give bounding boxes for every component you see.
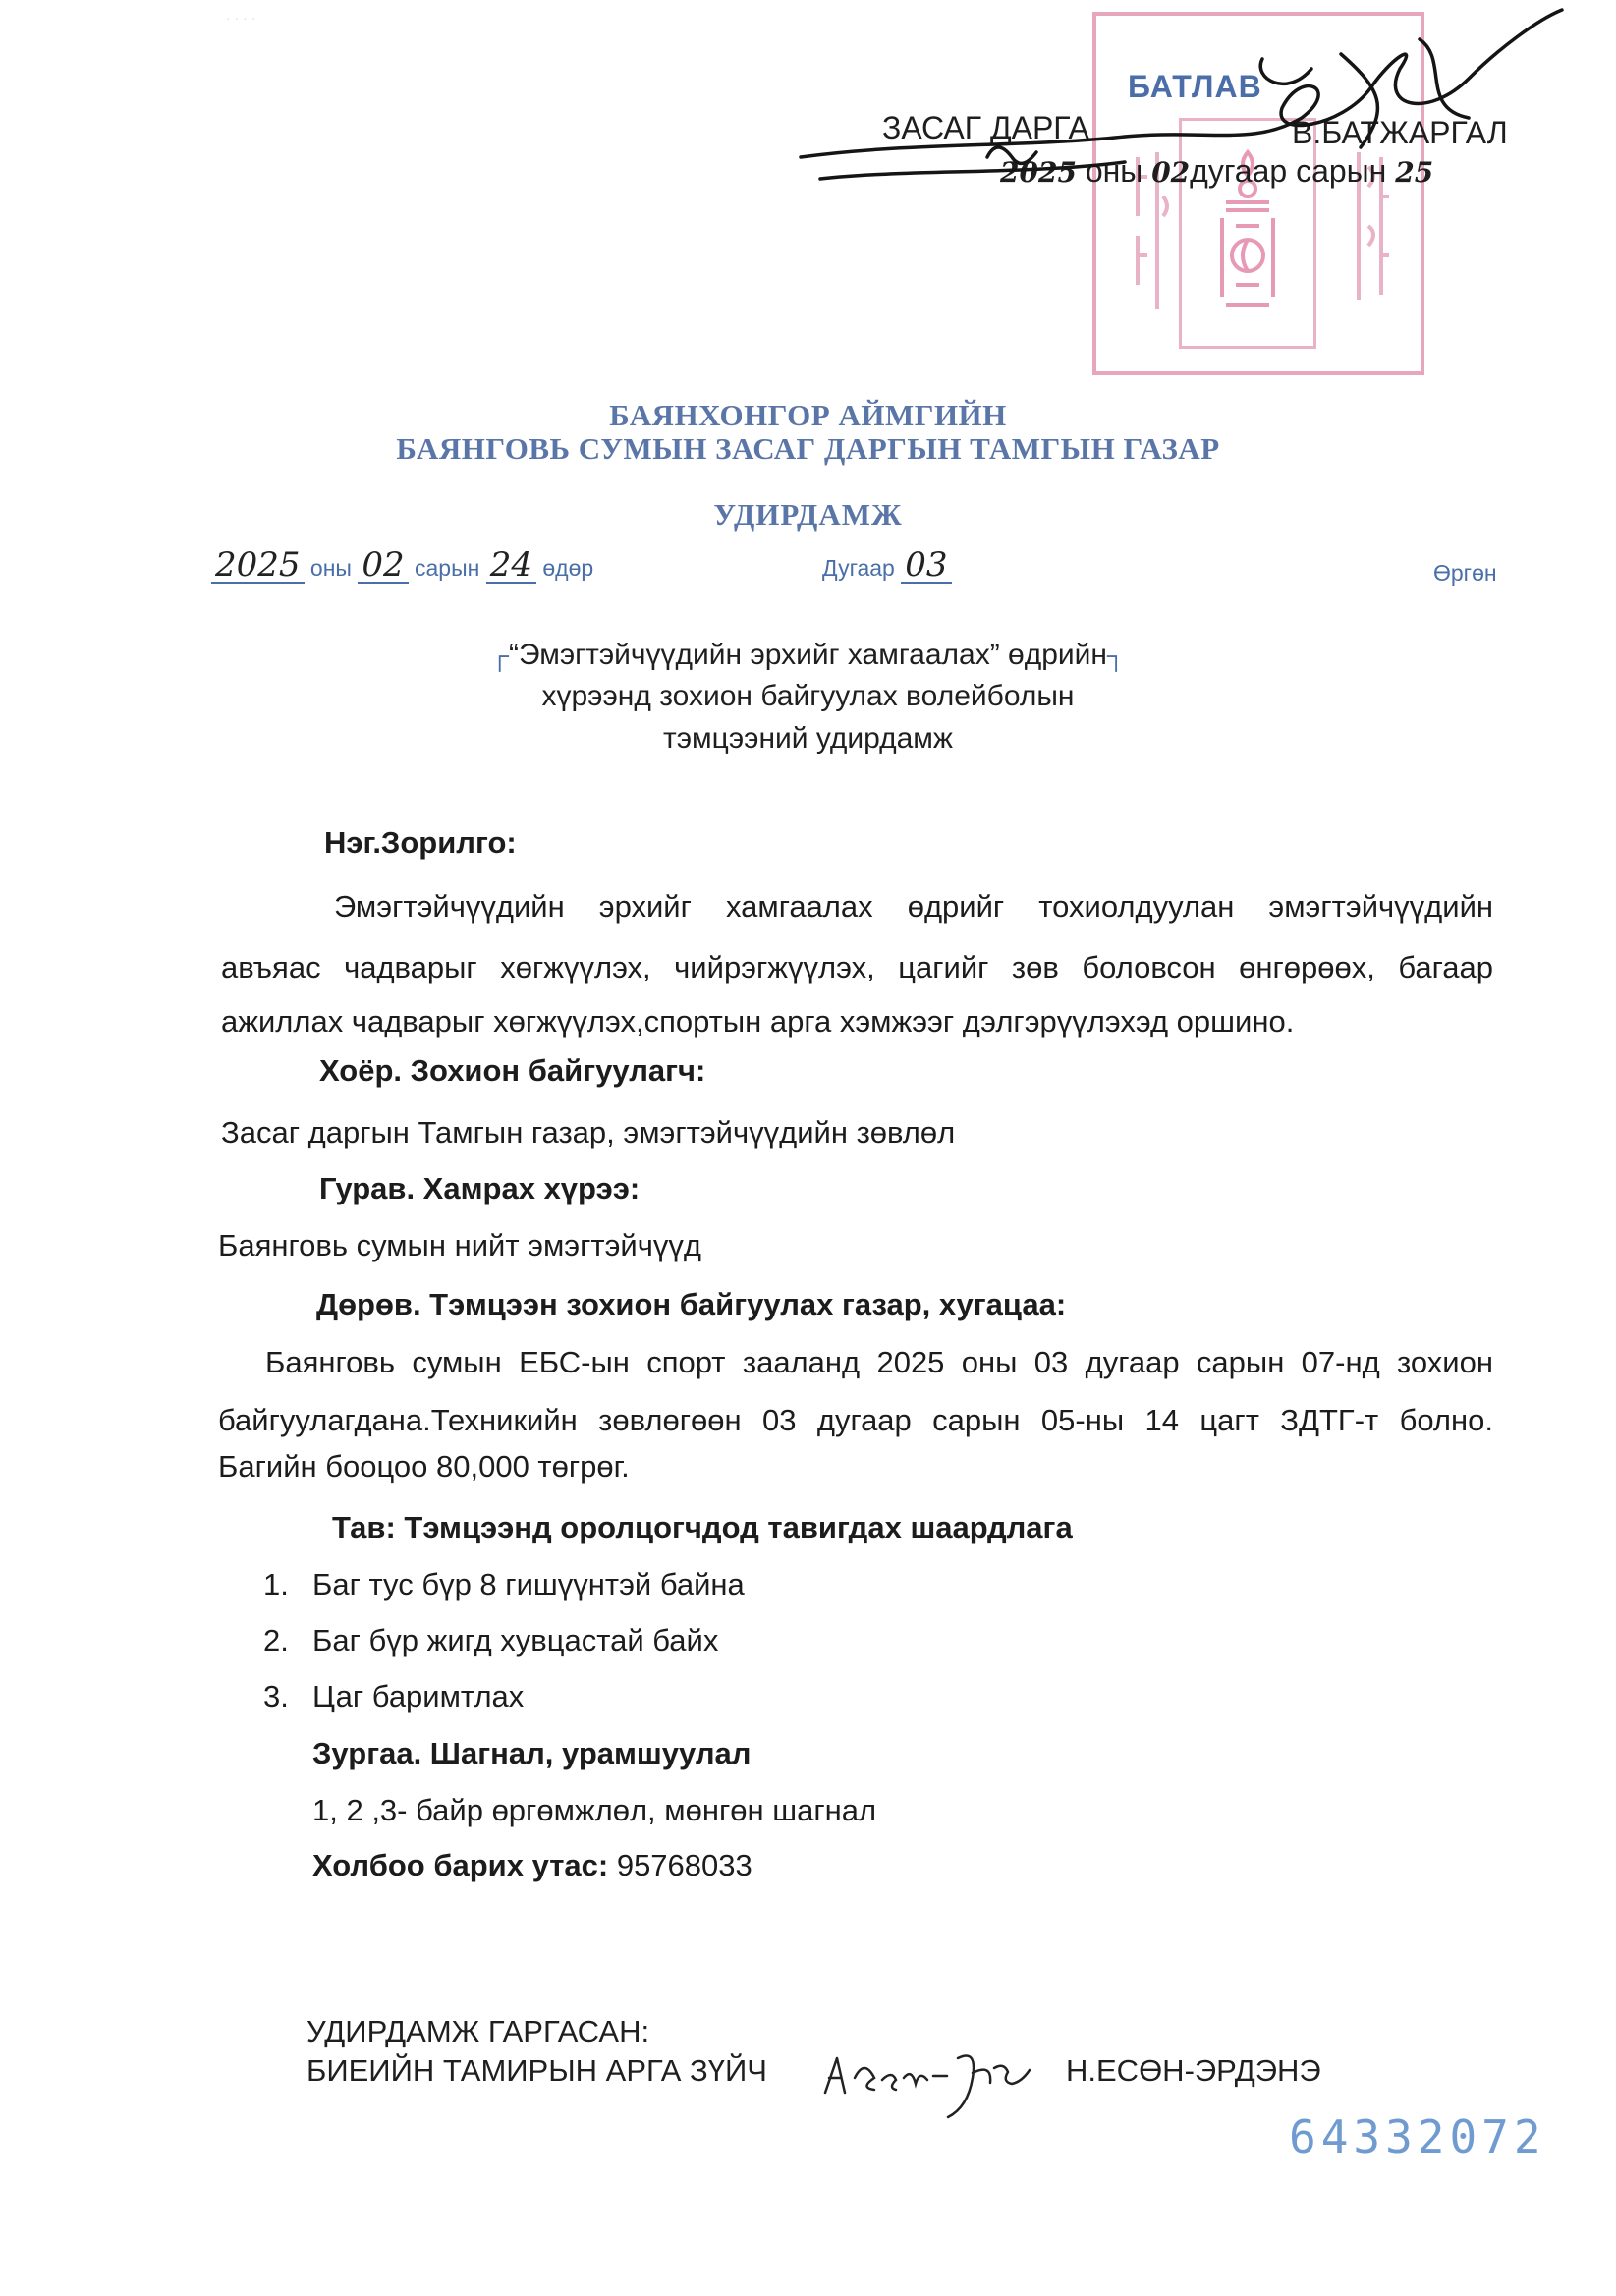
doc-day-suffix: өдөр (542, 555, 594, 581)
subject-line-3: тэмцээний удирдамж (662, 722, 954, 755)
section-3-text: Баянговь сумын нийт эмэгтэйчүүд (218, 1228, 701, 1262)
list-item (263, 1567, 745, 1602)
approval-year-suffix: оны (1085, 153, 1143, 189)
list-item-number: 2. (263, 1623, 289, 1657)
list-item-number: 1. (263, 1567, 289, 1601)
approval-month: 02 (1151, 156, 1191, 189)
issuer-name: Н.ЕСӨН-ЭРДЭНЭ (1066, 2053, 1321, 2088)
list-item-text: Цаг баримтлах (312, 1679, 525, 1713)
corner-bracket-right-icon: ┐ (1107, 641, 1126, 670)
section-2-text: Засаг даргын Тамгын газар, эмэгтэйчүүдийн зөвлөл (221, 1115, 956, 1149)
section-6-title: Зургаа. Шагнал, урамшуулал (312, 1736, 752, 1770)
doc-number-label: Дугаар (822, 555, 895, 581)
doc-number-value: 03 (901, 548, 951, 584)
doc-year-suffix: оны (309, 555, 352, 581)
document-registration-number: 64332072 (1289, 2110, 1546, 2163)
issuer-signature (815, 2039, 1056, 2122)
approval-year: 2025 (1000, 156, 1077, 189)
approver-signature (791, 0, 1567, 196)
list-item-text: Баг тус бүр 8 гишүүнтэй байна (312, 1567, 745, 1601)
section-1-line-2: авъяас чадварыг хөгжүүлэх, чийрэгжүүлэх, цагийг зөв боловсон өнгөрөөх, багаар (221, 950, 1493, 984)
issuer-position: БИЕИЙН ТАМИРЫН АРГА ЗҮЙЧ (306, 2053, 767, 2088)
section-3-title: Гурав. Хамрах хүрээ: (319, 1171, 641, 1205)
corner-bracket-left-icon: ┌ (490, 641, 509, 670)
section-4-line-2: байгуулагдана.Техникийн зөвлөгөөн 03 дугаар сарын 05-ны 14 цагт ЗДТГ-т болно. (218, 1403, 1493, 1437)
doc-day: 24 (486, 548, 536, 584)
subject-line-1 (0, 639, 1616, 672)
section-1-line-3: ажиллах чадварыг хөгжүүлэх,спортын арга хэмжээг дэлгэрүүлэхэд оршино. (221, 1004, 1295, 1038)
contact-line (312, 1848, 752, 1883)
subject-line-2: хүрээнд зохион байгуулах волейболын (541, 680, 1075, 712)
approver-title: ЗАСАГ ДАРГА (882, 110, 1089, 145)
section-4-line-1: Баянговь сумын ЕБС-ын спорт зааланд 2025 оны 03 дугаар сарын 07-нд зохион (265, 1345, 1493, 1379)
section-6-text: 1, 2 ,3- байр өргөмжлөл, мөнгөн шагнал (312, 1793, 877, 1827)
list-item-number: 3. (263, 1679, 289, 1713)
approval-month-suffix: дугаар сарын (1190, 153, 1387, 189)
section-4-title: Дөрөв. Тэмцээн зохион байгуулах газар, хугацаа: (316, 1287, 1067, 1321)
organization-line-2: БАЯНГОВЬ СУМЫН ЗАСАГ ДАРГЫН ТАМГЫН ГАЗАР (396, 431, 1220, 466)
section-4-line-3: Багийн бооцоо 80,000 төгрөг. (218, 1449, 630, 1484)
document-type: УДИРДАМЖ (713, 497, 903, 532)
issued-by-label: УДИРДАМЖ ГАРГАСАН: (306, 2014, 650, 2048)
contact-phone: 95768033 (616, 1848, 752, 1882)
section-1-line-1: Эмэгтэйчүүдийн эрхийг хамгаалах өдрийг тохиолдуулан эмэгтэйчүүдийн (334, 889, 1493, 924)
approval-label: БАТЛАВ (1128, 69, 1262, 104)
subject-line-1-text: “Эмэгтэйчүүдийн эрхийг хамгаалах” өдрийн (509, 639, 1107, 671)
doc-year: 2025 (211, 548, 305, 584)
contact-label: Холбоо барих утас: (312, 1848, 609, 1882)
doc-month: 02 (358, 548, 408, 584)
list-item (263, 1623, 719, 1658)
document-place: Өргөн (1433, 560, 1497, 586)
list-item (263, 1679, 525, 1714)
document-date (211, 545, 594, 585)
approver-name: В.БАТЖАРГАЛ (1292, 115, 1508, 150)
approval-day: 25 (1395, 156, 1434, 189)
section-1-title: Нэг.Зорилго: (324, 825, 517, 860)
document-number (822, 545, 952, 585)
doc-month-suffix: сарын (415, 555, 480, 581)
section-5-title: Тав: Тэмцээнд оролцогчдод тавигдах шаардлага (332, 1510, 1073, 1544)
section-2-title: Хоёр. Зохион байгуулагч: (319, 1053, 706, 1088)
scan-artifact: · · · · (226, 10, 256, 26)
list-item-text: Баг бүр жигд хувцастай байх (312, 1623, 719, 1657)
organization-line-1: БАЯНХОНГОР АЙМГИЙН (609, 398, 1007, 432)
